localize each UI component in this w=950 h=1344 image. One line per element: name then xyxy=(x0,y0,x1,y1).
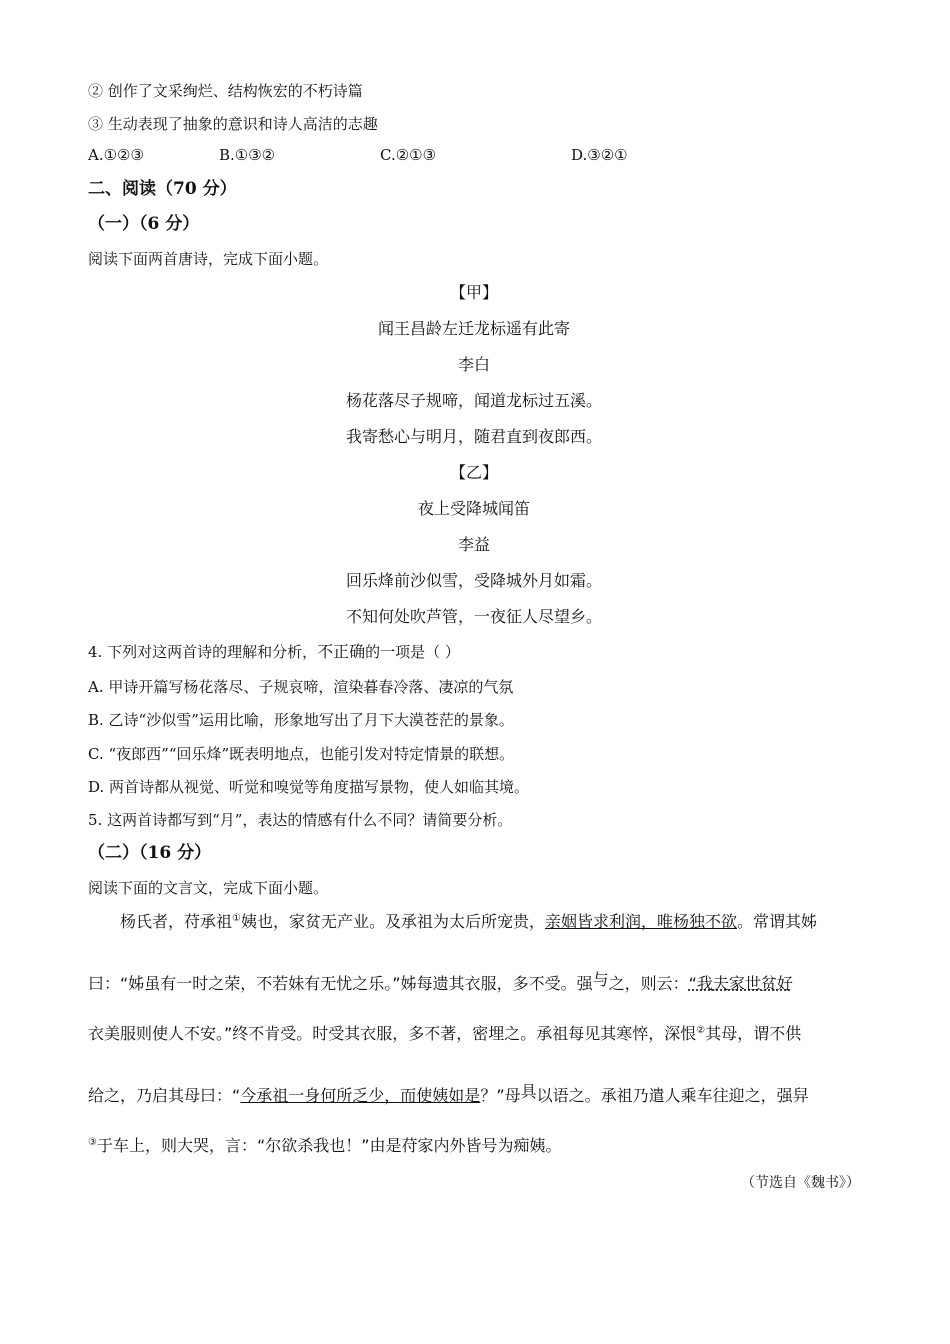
q4-option-b: B. 乙诗“沙似雪”运用比喻，形象地写出了月下大漠苍茫的景象。 xyxy=(88,711,514,729)
passage-line-5 xyxy=(88,1136,562,1156)
passage-text: 之，则云： xyxy=(608,974,689,993)
underlined-sentence: 今承祖一身何所乏少，而使姨如是 xyxy=(240,1086,481,1105)
source-citation: （节选自《魏书》） xyxy=(741,1175,860,1191)
passage-text: 于车上，则大哭，言：“尔欲杀我也！”由是苻家内外皆号为痴姨。 xyxy=(96,1136,562,1155)
option-c: C.②①③ xyxy=(380,146,437,164)
passage-line-3 xyxy=(88,1024,801,1044)
question-4-prefix: 4. 下列对这两首诗的理解和分析， xyxy=(88,643,318,661)
passage-text: 以语之。承祖乃遣人乘车往迎之，强舁 xyxy=(536,1086,809,1105)
passage-text: 杨氏者，苻承祖 xyxy=(120,912,233,931)
passage-text: 衣美服则使人不安。”终不肯受。时受其衣服，多不著，密埋之。承祖每见其寒悴，深恨 xyxy=(88,1024,697,1043)
poem-b-title: 夜上受降城闻笛 xyxy=(417,499,530,518)
option-b: B.①③② xyxy=(219,146,276,164)
question-4-emphasis: 不正确 xyxy=(317,642,366,661)
footnote-marker: ② xyxy=(696,1025,706,1036)
option-d: D.③②① xyxy=(571,146,628,164)
footnote-marker: ③ xyxy=(88,1137,97,1148)
passage-text: 给之，乃启其母曰：“ xyxy=(88,1086,241,1105)
choice-item-3: ③ 生动表现了抽象的意识和诗人高洁的志趣 xyxy=(88,115,378,133)
footnote-marker: ① xyxy=(232,913,241,924)
passage-text: 。常谓其姊 xyxy=(737,912,818,931)
poem-b-author: 李益 xyxy=(457,535,490,554)
poem-a-tag: 【甲】 xyxy=(449,283,498,302)
underlined-sentence: 亲姻皆求利润，唯杨独不欲 xyxy=(545,912,738,931)
part1-title: （一）（6 分） xyxy=(88,214,200,234)
passage-text: 姨也，家贫无产业。及承祖为太后所宠贵， xyxy=(240,912,545,931)
poem-a-line-1: 杨花落尽子规啼，闻道龙标过五溪。 xyxy=(345,391,602,410)
passage-line-4 xyxy=(88,1082,809,1106)
choice-item-2: ② 创作了文采绚烂、结构恢宏的不朽诗篇 xyxy=(88,82,363,100)
passage-line-2 xyxy=(88,970,793,994)
part1-instruction: 阅读下面两首唐诗，完成下面小题。 xyxy=(88,250,329,268)
poem-b-line-2: 不知何处吹芦管，一夜征人尽望乡。 xyxy=(345,607,602,626)
passage-line-1 xyxy=(120,912,817,932)
poem-b-tag: 【乙】 xyxy=(449,463,498,482)
question-4 xyxy=(88,642,460,662)
q4-option-c: C. “夜郎西”“回乐烽”既表明地点，也能引发对特定情景的联想。 xyxy=(88,745,515,763)
passage-text: 曰：“姊虽有一时之荣，不若妹有无忧之乐。”姊每遗其衣服，多不受。强 xyxy=(88,974,593,993)
poem-a-title: 闻王昌龄左迁龙标遥有此寄 xyxy=(377,319,570,338)
passage-text: 其母，谓不供 xyxy=(705,1024,802,1043)
question-5: 5. 这两首诗都写到“月”，表达的情感有什么不同？请简要分析。 xyxy=(88,811,513,829)
choice-options xyxy=(88,146,860,166)
passage-text: “我夫家世贫好 xyxy=(688,974,793,993)
option-a: A.①②③ xyxy=(88,146,144,164)
poem-b-line-1: 回乐烽前沙似雪，受降城外月如霜。 xyxy=(345,571,602,590)
q4-option-d: D. 两首诗都从视觉、听觉和嗅觉等角度描写景物，使人如临其境。 xyxy=(88,778,530,796)
poem-a-author: 李白 xyxy=(457,355,490,374)
emphasized-char: 具 xyxy=(520,1082,537,1101)
part2-title: （二）（16 分） xyxy=(88,843,212,863)
q4-option-a: A. 甲诗开篇写杨花落尽、子规哀啼，渲染暮春冷落、凄凉的气氛 xyxy=(88,678,514,696)
section-title: 二、阅读（70 分） xyxy=(88,179,237,199)
part2-instruction: 阅读下面的文言文，完成下面小题。 xyxy=(88,879,329,897)
passage-text: ？”母 xyxy=(480,1086,521,1105)
emphasized-char: 与 xyxy=(592,970,609,989)
question-4-suffix: 的一项是（ ） xyxy=(365,643,460,661)
poem-a-line-2: 我寄愁心与明月，随君直到夜郎西。 xyxy=(345,427,602,446)
